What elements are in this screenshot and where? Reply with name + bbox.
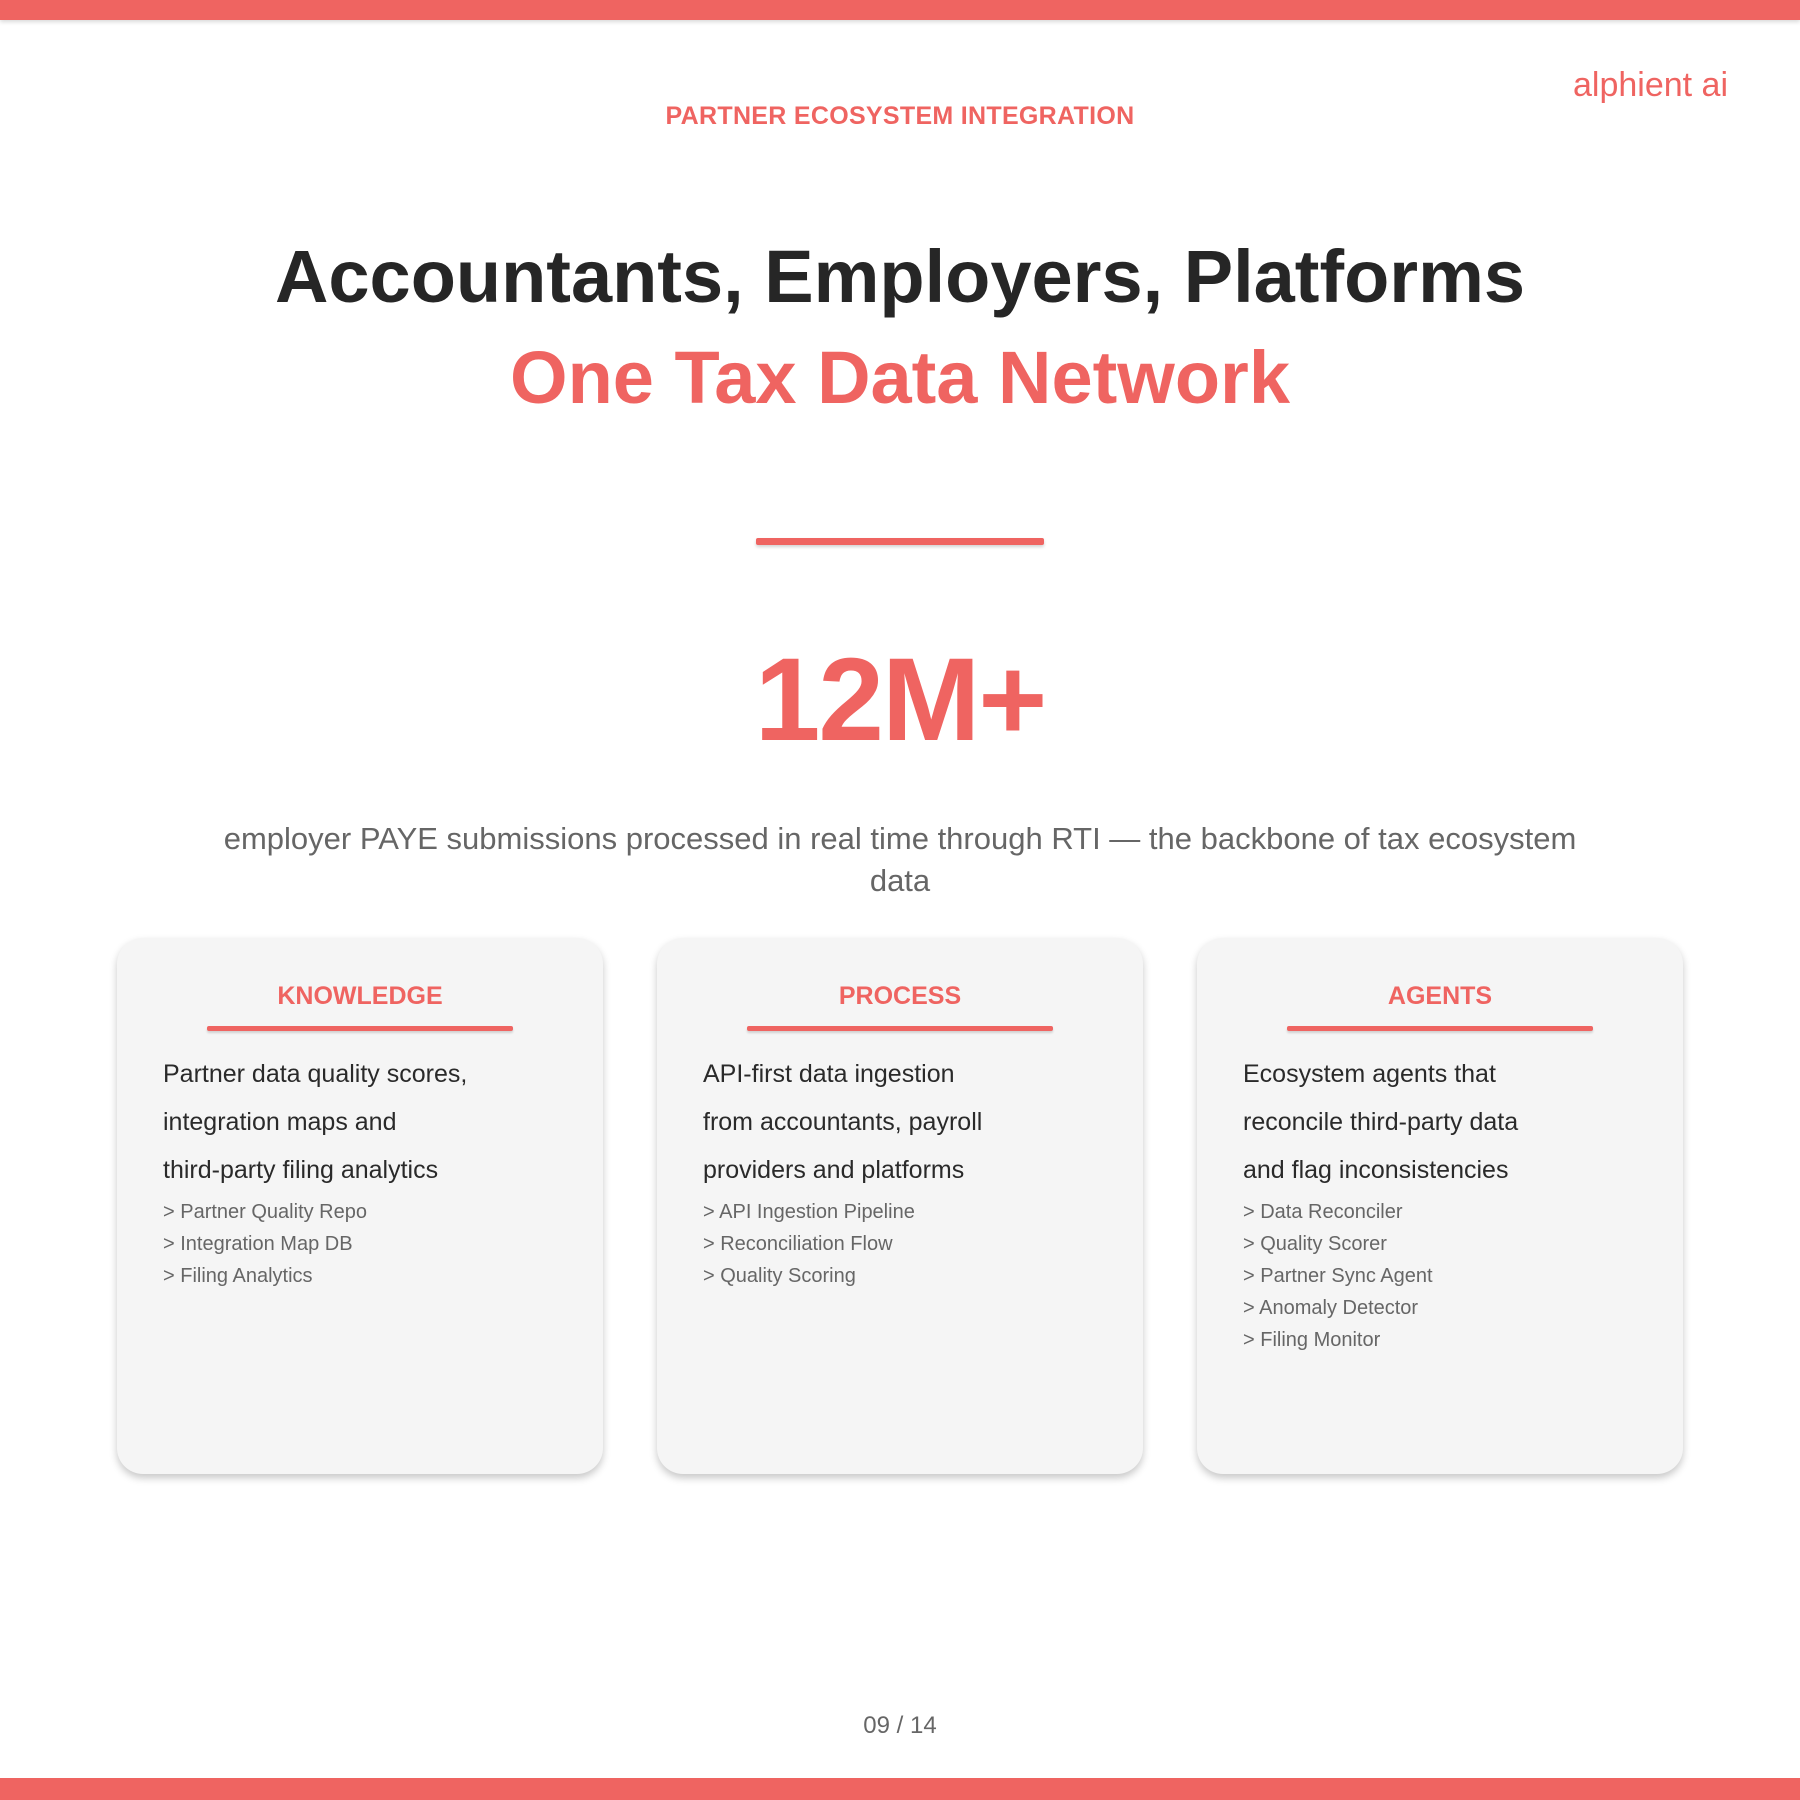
page-number: 09 / 14 [863,1712,937,1739]
title-divider [756,538,1044,545]
card-description-line: Ecosystem agents that [1243,1060,1496,1088]
section-label: PARTNER ECOSYSTEM INTEGRATION [665,102,1135,130]
card-knowledge [117,938,603,1474]
card-description [703,1050,1113,1194]
card-description-line: and flag inconsistencies [1243,1156,1509,1184]
list-item: > Integration Map DB [163,1233,353,1255]
card-process [657,938,1143,1474]
list-item: > Filing Analytics [163,1265,313,1287]
card-item-list [1243,1196,1653,1356]
card-title-underline [747,1026,1053,1031]
list-item: > Quality Scoring [703,1265,856,1287]
card-agents [1197,938,1683,1474]
card-item-list [163,1196,573,1292]
card-description-line: Partner data quality scores, [163,1060,468,1088]
list-item: > Reconciliation Flow [703,1233,893,1255]
card-description-line: integration maps and [163,1108,397,1136]
list-item: > Anomaly Detector [1243,1297,1419,1319]
list-item: > Quality Scorer [1243,1233,1387,1255]
list-item: > Filing Monitor [1243,1329,1381,1351]
card-title-underline [207,1026,513,1031]
bottom-accent-bar [0,1778,1800,1800]
card-description-line: from accountants, payroll [703,1108,983,1136]
card-description-line: reconcile third-party data [1243,1108,1519,1136]
card-item-list [703,1196,1113,1292]
slide-title-line2: One Tax Data Network [510,336,1290,419]
brand-logo-text: alphient ai [1572,66,1728,104]
card-title: KNOWLEDGE [277,982,443,1010]
top-accent-bar [0,0,1800,20]
card-title: PROCESS [838,982,962,1010]
card-description-line: providers and platforms [703,1156,965,1184]
card-title: AGENTS [1387,982,1493,1010]
card-description-line: API-first data ingestion [703,1060,955,1088]
list-item: > Partner Quality Repo [163,1201,367,1223]
card-description [1243,1050,1653,1194]
list-item: > Partner Sync Agent [1243,1265,1433,1287]
stat-caption: employer PAYE submissions processed in real time through RTI — the backbone of tax ecosystem data [223,821,1577,898]
card-description-line: third-party filing analytics [163,1156,439,1184]
list-item: > Data Reconciler [1243,1201,1403,1223]
slide-title-line1: Accountants, Employers, Platforms [274,235,1526,318]
card-title-underline [1287,1026,1593,1031]
list-item: > API Ingestion Pipeline [703,1201,915,1223]
stat-value: 12M+ [754,634,1046,766]
card-description [163,1050,573,1194]
